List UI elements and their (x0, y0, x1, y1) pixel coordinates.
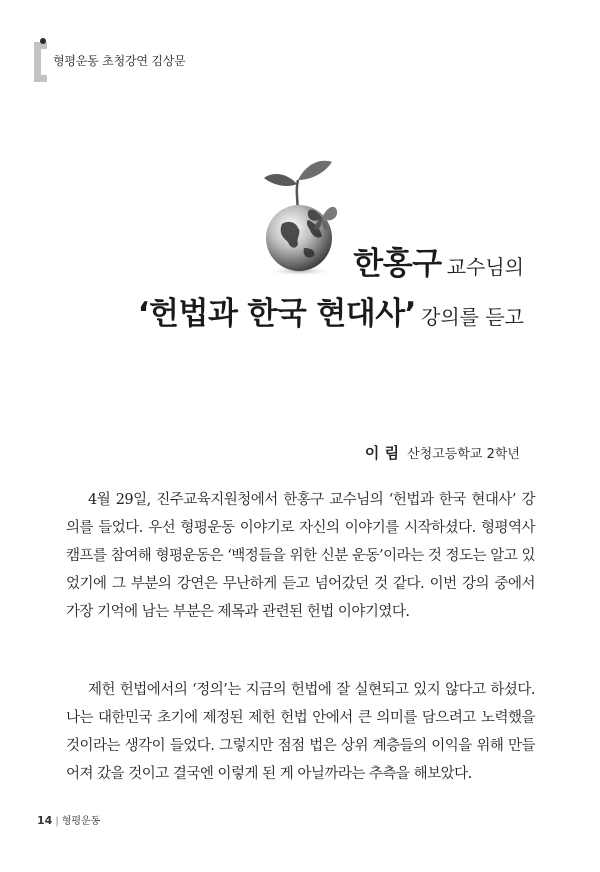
title-lecture-part2: 한국 (247, 296, 307, 332)
seedling-leaf-left (264, 174, 297, 186)
footer-separator: | (55, 816, 59, 827)
globe (266, 205, 332, 271)
seedling-leaf-right (298, 161, 332, 180)
header-corner-bracket (34, 42, 47, 82)
title-honorific: 교수님의 (446, 255, 524, 279)
page-footer (37, 812, 100, 827)
header-corner-dot (40, 38, 46, 44)
author-affiliation: 산청고등학교 2학년 (407, 447, 520, 462)
paragraph-1-text: 4월 29일, 진주교육지원청에서 한홍구 교수님의 ‘헌법과 한국 현대사’ 강의를 들었다. 우선 형평운동 이야기로 자신의 이야기를 시작하셨다. 형평역사 캠프를 참여해 형평운동은 ‘백정들을 위한 신분 운동’이라는 것 정도는 알고 있었기에 그 부분의 강연은 무난하게 듣고 넘어갔던 것 같다. 이번 강의 중에서 가장 기억에 남는 부분은 제목과 관련된 헌법 이야기였다. (66, 492, 535, 620)
byline (365, 442, 520, 463)
publication-name: 형평운동 (61, 816, 101, 827)
title-subtitle: 강의를 듣고 (421, 305, 524, 329)
author-name: 이 림 (364, 444, 400, 462)
title-lecture-part1: ‘헌법과 (137, 296, 238, 332)
body-paragraph (66, 486, 535, 626)
title-lecture-part3: 현대사’ (316, 296, 416, 332)
running-header: 형평운동 초청강연 김상문 (53, 54, 186, 68)
globe-seedling-icon (252, 150, 352, 278)
paragraph-2-text: 제헌 헌법에서의 ‘정의’는 지금의 헌법에 잘 실현되고 있지 않다고 하셨다. 나는 대한민국 초기에 제정된 제헌 헌법 안에서 큰 의미를 담으려고 노력했을 것이라는 생각이 들었다. 그렇지만 점점 법은 상위 계층들의 이익을 위해 만들어져 갔을 것이고 결국엔 이렇게 된 게 아닐까라는 추측을 해보았다. (66, 682, 535, 782)
title-line-1 (353, 238, 524, 283)
title-line-2 (138, 288, 524, 333)
page-number: 14 (37, 814, 53, 827)
body-paragraph (66, 676, 535, 788)
title-name: 한홍구 (353, 246, 442, 282)
